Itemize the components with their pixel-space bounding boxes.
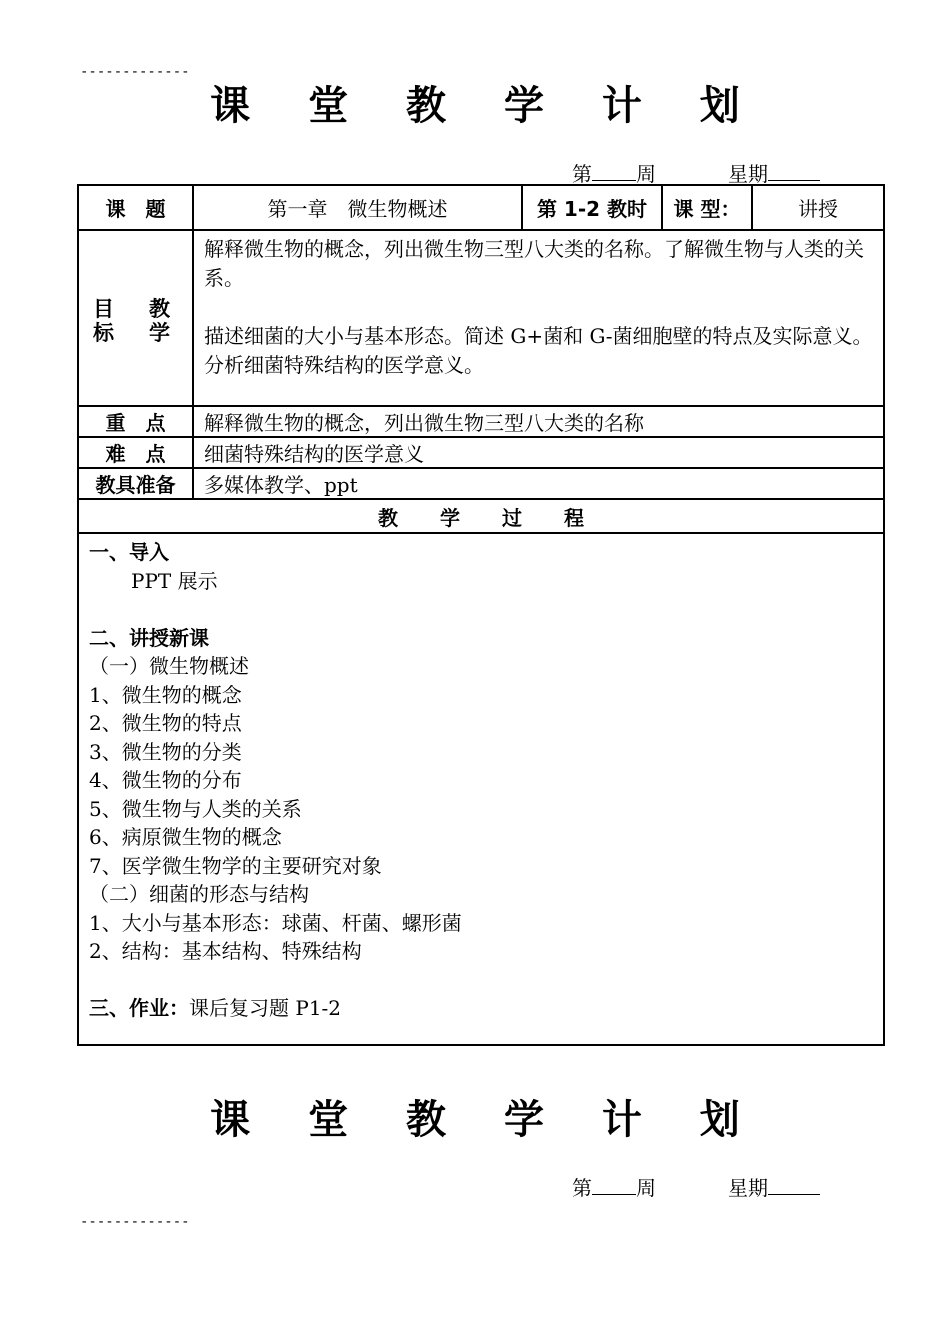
list-item: 4、微生物的分布 bbox=[89, 768, 242, 792]
week-suffix: 周 bbox=[636, 1176, 656, 1200]
goal-label-char: 标 bbox=[93, 321, 114, 345]
goal-label-char: 教 bbox=[149, 297, 170, 321]
difficult-point-value: 细菌特殊结构的医学意义 bbox=[193, 437, 884, 468]
goal-paragraph: 描述细菌的大小与基本形态。简述 G+菌和 G-菌细胞壁的特点及实际意义。分析细菌特殊结构的医学意义。 bbox=[204, 324, 873, 377]
list-item: 2、微生物的特点 bbox=[89, 711, 242, 735]
process-heading: 教学过程 bbox=[78, 499, 884, 533]
key-point-label: 重 点 bbox=[78, 406, 193, 437]
part-one-title: （一）微生物概述 bbox=[89, 654, 249, 678]
section-intro-item: PPT 展示 bbox=[131, 568, 218, 593]
list-item: 2、结构：基本结构、特殊结构 bbox=[89, 939, 362, 963]
tools-value: 多媒体教学、ppt bbox=[193, 468, 884, 499]
page-title: 课 堂 教 学 计 划 bbox=[210, 83, 762, 129]
list-item: 7、医学微生物学的主要研究对象 bbox=[89, 853, 382, 878]
week-suffix: 周 bbox=[636, 162, 656, 186]
list-item: 3、微生物的分类 bbox=[89, 739, 242, 764]
week-blank[interactable] bbox=[592, 1174, 636, 1195]
section-new-lesson-title: 二、讲授新课 bbox=[89, 625, 209, 650]
type-value: 讲授 bbox=[752, 185, 884, 230]
list-item: 6、病原微生物的概念 bbox=[89, 825, 282, 849]
goal-text bbox=[193, 230, 884, 406]
goal-label-char: 学 bbox=[149, 321, 170, 345]
goal-label bbox=[78, 230, 193, 406]
footer-dashes: ------------- bbox=[80, 1214, 190, 1230]
homework-text: 课后复习题 P1-2 bbox=[189, 996, 342, 1020]
goal-paragraph: 解释微生物的概念，列出微生物三型八大类的名称。了解微生物与人类的关系。 bbox=[204, 237, 864, 290]
lesson-hours: 第 1-2 教时 bbox=[522, 185, 662, 230]
list-item: 5、微生物与人类的关系 bbox=[89, 796, 302, 821]
week-prefix: 第 bbox=[572, 162, 592, 186]
header-dashes: ------------- bbox=[80, 64, 190, 80]
topic-value: 第一章 微生物概述 bbox=[193, 185, 522, 230]
key-point-value: 解释微生物的概念，列出微生物三型八大类的名称 bbox=[193, 406, 884, 437]
week-line bbox=[572, 158, 820, 187]
next-week-line bbox=[572, 1172, 820, 1201]
weekday-label: 星期 bbox=[728, 1176, 768, 1200]
list-item: 1、微生物的概念 bbox=[89, 682, 242, 707]
homework-line bbox=[89, 994, 873, 1023]
topic-label: 课 题 bbox=[78, 185, 193, 230]
part-two-title: （二）细菌的形态与结构 bbox=[89, 882, 309, 906]
list-item: 1、大小与基本形态：球菌、杆菌、螺形菌 bbox=[89, 910, 462, 935]
process-content bbox=[78, 533, 884, 1045]
section-intro-title: 一、导入 bbox=[89, 540, 169, 564]
weekday-label: 星期 bbox=[728, 162, 768, 186]
homework-title: 三、作业： bbox=[89, 996, 189, 1020]
next-page-title: 课 堂 教 学 计 划 bbox=[210, 1097, 762, 1143]
lesson-plan-table bbox=[77, 184, 885, 1046]
week-prefix: 第 bbox=[572, 1176, 592, 1200]
weekday-blank[interactable] bbox=[768, 160, 820, 181]
goal-label-char: 目 bbox=[93, 297, 114, 321]
difficult-point-label: 难 点 bbox=[78, 437, 193, 468]
tools-label: 教具准备 bbox=[78, 468, 193, 499]
week-blank[interactable] bbox=[592, 160, 636, 181]
weekday-blank[interactable] bbox=[768, 1174, 820, 1195]
type-label: 课 型： bbox=[662, 185, 752, 230]
